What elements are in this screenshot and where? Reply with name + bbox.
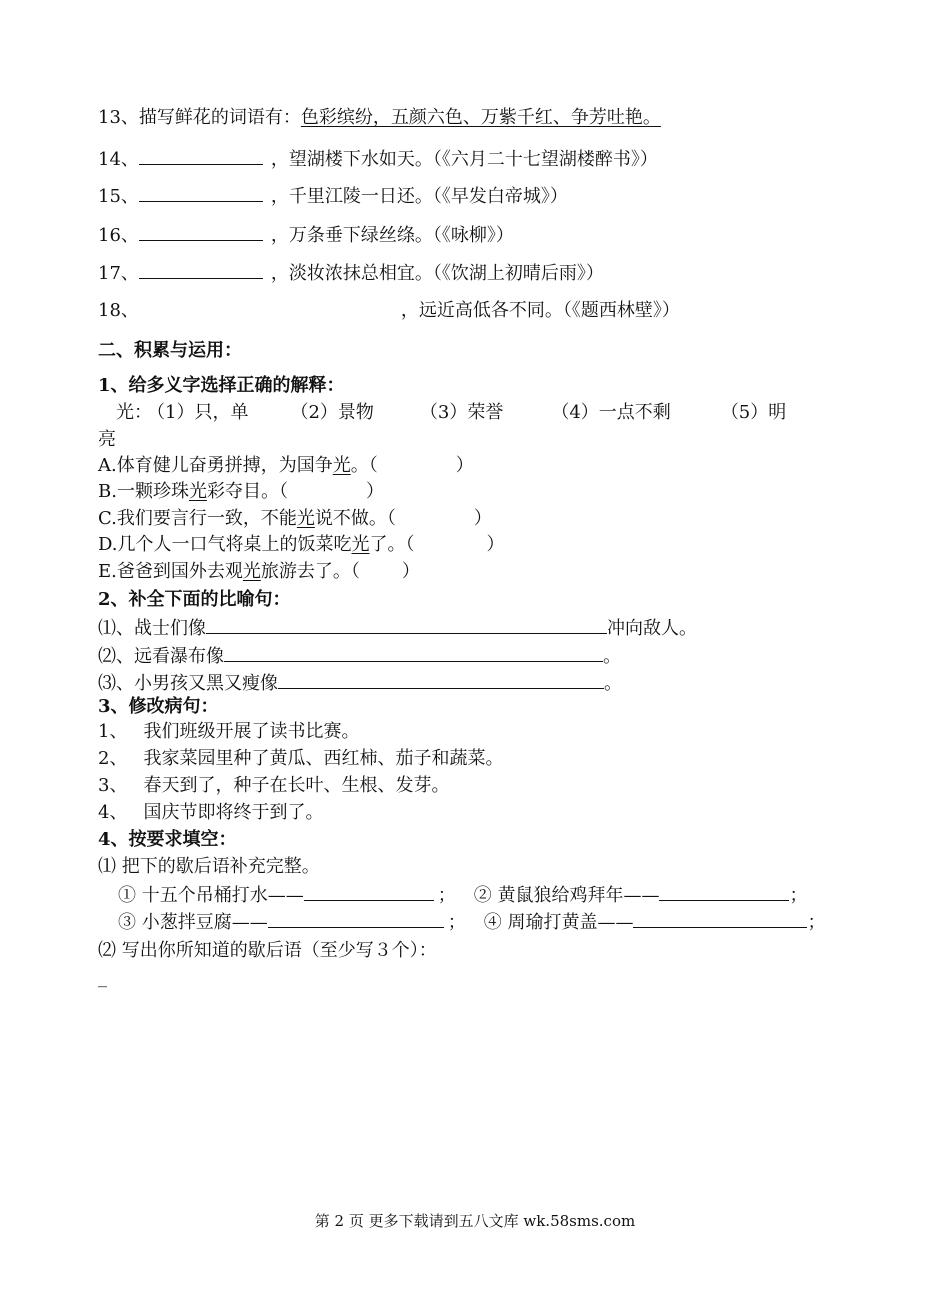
- item-b-close: ）: [365, 481, 384, 502]
- q1-item-a: [98, 454, 474, 478]
- q3-s4-text: 国庆节即将终于到了。: [143, 802, 324, 823]
- q16-number: 16、: [98, 225, 139, 246]
- option-char: 光：: [116, 402, 152, 423]
- q3-s2-number: 2、: [98, 748, 128, 769]
- item-c-close: ）: [473, 508, 492, 529]
- xiehouyu-2-semi: ；: [789, 885, 808, 906]
- q4-part-1: ⑴ 把下的歇后语补充完整。: [98, 856, 320, 877]
- q2-s3-end: 。: [604, 673, 622, 694]
- q1-options: [116, 401, 786, 425]
- item-a-close: ）: [455, 455, 474, 476]
- q2-s1-text: ⑴、战士们像: [98, 618, 206, 639]
- question-18: [98, 299, 680, 323]
- q4-answer-line[interactable]: _: [98, 967, 107, 988]
- question-13: [98, 106, 661, 130]
- q17-number: 17、: [98, 263, 139, 284]
- q1-item-e: [98, 560, 420, 584]
- item-a-keyword: 光: [332, 455, 351, 476]
- q13-prefix: 13、描写鲜花的词语有：: [98, 107, 301, 128]
- xiehouyu-3-blank[interactable]: [268, 909, 444, 928]
- q18-text: ，远近高低各不同。（《题西林壁》）: [400, 300, 680, 321]
- q3-sentence-2: [98, 747, 503, 771]
- q4-row-2: [118, 909, 825, 935]
- xiehouyu-2: ② 黄鼠狼给鸡拜年——: [473, 885, 660, 906]
- item-c-keyword: 光: [296, 508, 315, 529]
- xiehouyu-3-semi: ；: [447, 912, 466, 933]
- q14-text: ，望湖楼下水如天。（《六月二十七望湖楼醉书》）: [270, 149, 658, 170]
- q17-blank[interactable]: [139, 260, 263, 279]
- item-e-text: E.爸爸到国外去观: [98, 561, 243, 582]
- q15-text: ，千里江陵一日还。（《早发白帝城》）: [270, 186, 568, 207]
- xiehouyu-4-semi: ；: [807, 912, 826, 933]
- xiehouyu-1-semi: ；: [437, 885, 456, 906]
- option-4: （4）一点不剩: [551, 402, 671, 423]
- xiehouyu-1: ① 十五个吊桶打水——: [118, 885, 304, 906]
- q2-sentence-2: [98, 643, 621, 669]
- q3-s1-number: 1、: [98, 721, 128, 742]
- q2-title: 2、补全下面的比喻句：: [98, 589, 291, 610]
- item-d-text: D.几个人一口气将桌上的饭菜吃: [98, 534, 352, 555]
- q3-s2-text: 我家菜园里种了黄瓜、西红柿、茄子和蔬菜。: [143, 748, 504, 769]
- section-2-title: 二、积累与运用：: [98, 340, 242, 361]
- q2-s1-blank-a[interactable]: [206, 615, 381, 634]
- q2-s3-blank-b[interactable]: [390, 670, 482, 689]
- q2-s2-end: 。: [603, 646, 621, 667]
- option-5: （5）明: [720, 402, 787, 423]
- q3-s3-text: 春天到了，种子在长叶、生根、发芽。: [143, 775, 450, 796]
- option-5-continued: 亮: [98, 429, 116, 450]
- xiehouyu-4-blank[interactable]: [633, 909, 807, 928]
- q2-s1-blank-b[interactable]: [381, 615, 473, 634]
- item-d-close: ）: [486, 534, 505, 555]
- question-16: [98, 222, 514, 248]
- item-b-open: 彩夺目。（: [206, 481, 288, 502]
- q2-s1-blank-c[interactable]: [473, 615, 607, 634]
- item-d-keyword: 光: [351, 534, 370, 555]
- q2-s1-end: 冲向敌人。: [607, 618, 697, 639]
- q2-s2-blank-a[interactable]: [224, 643, 399, 662]
- q13-answer: 色彩缤纷，五颜六色、万紫千红、争芳吐艳。: [300, 107, 661, 128]
- q3-title: 3、修改病句：: [98, 696, 219, 717]
- q3-s3-number: 3、: [98, 775, 128, 796]
- option-3: （3）荣誉: [419, 402, 504, 423]
- xiehouyu-1-blank[interactable]: [304, 882, 434, 901]
- q4-part-2: ⑵ 写出你所知道的歇后语（至少写３个）：: [98, 940, 437, 961]
- item-b-text: B.一颗珍珠: [98, 481, 189, 502]
- q2-s3-blank-c[interactable]: [482, 670, 604, 689]
- q4-title: 4、按要求填空：: [98, 829, 237, 850]
- item-e-open: 旅游去了。（: [260, 561, 360, 582]
- q18-number: 18、: [98, 300, 139, 321]
- q16-text: ，万条垂下绿丝绦。（《咏柳》）: [270, 225, 514, 246]
- item-a-text: A.体育健儿奋勇拼搏，为国争: [98, 455, 333, 476]
- item-c-text: C.我们要言行一致，不能: [98, 508, 297, 529]
- page-footer: 第 2 页 更多下载请到五八文库 wk.58sms.com: [314, 1212, 636, 1230]
- q1-title: 1、给多义字选择正确的解释：: [98, 375, 345, 396]
- q14-blank[interactable]: [139, 146, 263, 165]
- xiehouyu-2-blank[interactable]: [659, 882, 789, 901]
- q17-text: ，淡妆浓抹总相宜。（《饮湖上初晴后雨》）: [270, 263, 604, 284]
- q4-row-1: [118, 882, 807, 908]
- q3-s1-text: 我们班级开展了读书比赛。: [143, 721, 360, 742]
- q15-number: 15、: [98, 186, 139, 207]
- question-14: [98, 146, 658, 172]
- q1-item-d: [98, 533, 505, 557]
- question-17: [98, 260, 604, 286]
- q3-s4-number: 4、: [98, 802, 128, 823]
- xiehouyu-3: ③ 小葱拌豆腐——: [118, 912, 268, 933]
- option-1: （1）只，单: [156, 402, 249, 423]
- q3-sentence-4: [98, 801, 323, 825]
- q2-s2-blank-b[interactable]: [399, 643, 491, 662]
- q3-sentence-3: [98, 774, 449, 798]
- item-e-keyword: 光: [242, 561, 261, 582]
- question-15: [98, 183, 568, 209]
- q1-item-c: [98, 507, 492, 531]
- q16-blank[interactable]: [139, 222, 263, 241]
- q3-sentence-1: [98, 720, 359, 744]
- q2-s3-blank-a[interactable]: [278, 670, 390, 689]
- q2-sentence-1: [98, 615, 697, 641]
- q2-sentence-3: [98, 670, 622, 696]
- xiehouyu-4: ④ 周瑜打黄盖——: [483, 912, 634, 933]
- item-b-keyword: 光: [188, 481, 207, 502]
- item-d-open: 了。（: [369, 534, 415, 555]
- item-a-open: 。（: [350, 455, 378, 476]
- item-e-close: ）: [401, 561, 420, 582]
- q2-s2-blank-c[interactable]: [491, 643, 603, 662]
- q2-s3-text: ⑶、小男孩又黑又瘦像: [98, 673, 278, 694]
- q1-item-b: [98, 480, 384, 504]
- q2-s2-text: ⑵、远看瀑布像: [98, 646, 224, 667]
- option-2: （2）景物: [290, 402, 374, 423]
- item-c-open: 说不做。（: [314, 508, 396, 529]
- q14-number: 14、: [98, 149, 139, 170]
- q15-blank[interactable]: [139, 183, 263, 202]
